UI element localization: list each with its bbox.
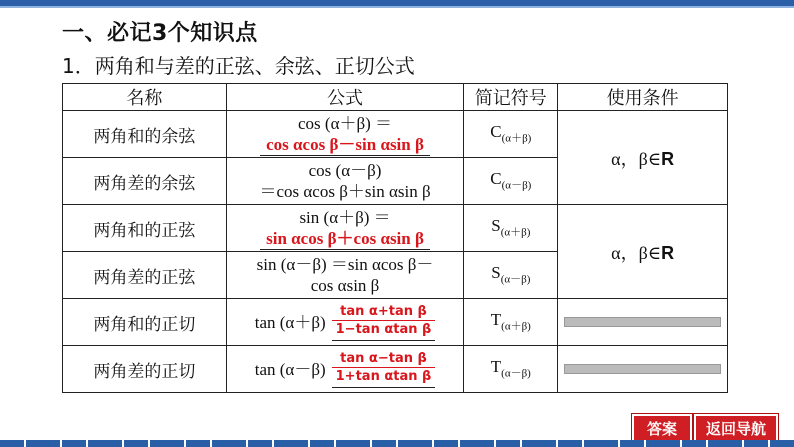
symbol-subscript: (α＋β)	[500, 226, 531, 239]
table-thumbnail-cell	[558, 299, 728, 346]
row-condition	[558, 205, 728, 299]
symbol-letter: C	[490, 169, 502, 189]
formula-blank: sin αcos β＋cos αsin β	[260, 228, 430, 250]
answer-button[interactable]: 答案	[632, 414, 692, 442]
row-name: 两角差的余弦	[63, 158, 227, 205]
header-formula: 公式	[226, 84, 464, 111]
table-thumbnail	[558, 360, 727, 378]
fraction-blank-line	[332, 387, 436, 388]
formula-line-2: ＝cos αcos β＋sin αsin β	[259, 182, 431, 201]
row-name: 两角和的正弦	[63, 205, 227, 252]
row-symbol	[464, 299, 558, 346]
fraction	[332, 303, 436, 342]
row-name: 两角和的余弦	[63, 111, 227, 158]
section-heading: 一、必记3个知识点	[62, 21, 258, 46]
row-symbol	[464, 111, 558, 158]
fraction-denominator: 1+tan αtan β	[335, 369, 432, 385]
row-symbol	[464, 158, 558, 205]
header-name: 名称	[63, 84, 227, 111]
table-row	[63, 346, 728, 393]
symbol-letter: S	[491, 216, 501, 236]
tangent-formula	[227, 350, 464, 389]
tangent-prefix: tan (α＋β)	[254, 312, 326, 332]
formula-line-1: cos (α＋β) ＝	[298, 113, 393, 133]
tangent-formula	[227, 303, 464, 342]
formula-line-1: sin (α＋β) ＝	[299, 207, 391, 227]
formula-line-2: cos αsin β	[310, 276, 380, 295]
fraction-numerator: tan α+tan β	[340, 303, 427, 319]
table-row	[63, 299, 728, 346]
row-condition	[558, 111, 728, 205]
formula-line-1: cos (α－β)	[308, 161, 382, 180]
row-name: 两角差的正切	[63, 346, 227, 393]
condition-text: α，β∈	[611, 242, 662, 263]
row-symbol	[464, 252, 558, 299]
row-symbol	[464, 346, 558, 393]
table-row	[63, 205, 728, 252]
tangent-prefix: tan (α－β)	[254, 359, 326, 379]
top-accent-line	[0, 6, 794, 8]
condition-text: α，β∈	[611, 148, 662, 169]
row-formula	[226, 111, 464, 158]
symbol-subscript: (α＋β)	[501, 320, 531, 333]
symbol-letter: T	[490, 310, 502, 330]
row-formula	[226, 158, 464, 205]
row-symbol	[464, 205, 558, 252]
header-symbol: 简记符号	[464, 84, 558, 111]
symbol-subscript: (α－β)	[501, 367, 531, 380]
row-formula	[226, 346, 464, 393]
symbol-letter: S	[491, 263, 501, 283]
row-name: 两角和的正切	[63, 299, 227, 346]
table-row	[63, 111, 728, 158]
row-formula	[226, 252, 464, 299]
condition-set: R	[661, 148, 675, 169]
formula-blank: cos αcos β－sin αsin β	[260, 134, 430, 156]
symbol-letter: C	[490, 122, 502, 142]
table-header-row	[63, 84, 728, 111]
fraction	[332, 350, 436, 389]
formula-table	[62, 83, 728, 393]
symbol-letter: T	[490, 357, 502, 377]
thumbnail-grid	[564, 317, 721, 327]
bottom-accent-bar	[0, 440, 794, 447]
formula-answer-red	[227, 134, 464, 156]
formula-answer-red	[227, 228, 464, 250]
row-name: 两角差的正弦	[63, 252, 227, 299]
header-condition: 使用条件	[558, 84, 728, 111]
row-formula	[226, 299, 464, 346]
thumbnail-grid	[564, 364, 721, 374]
table-thumbnail	[558, 313, 727, 331]
fraction-numerator: tan α−tan β	[340, 350, 427, 366]
table-thumbnail-cell	[558, 346, 728, 393]
formula-line-1: sin (α－β) ＝sin αcos β－	[256, 255, 434, 274]
symbol-subscript: (α－β)	[501, 179, 532, 192]
condition-set: R	[661, 242, 675, 263]
section-subheading: 1．两角和与差的正弦、余弦、正切公式	[62, 54, 415, 78]
row-formula	[226, 205, 464, 252]
fraction-denominator: 1−tan αtan β	[335, 322, 432, 338]
fraction-blank-line	[332, 340, 436, 341]
back-to-navigation-button[interactable]: 返回导航	[694, 414, 778, 442]
symbol-subscript: (α＋β)	[501, 132, 532, 145]
symbol-subscript: (α－β)	[500, 273, 531, 286]
